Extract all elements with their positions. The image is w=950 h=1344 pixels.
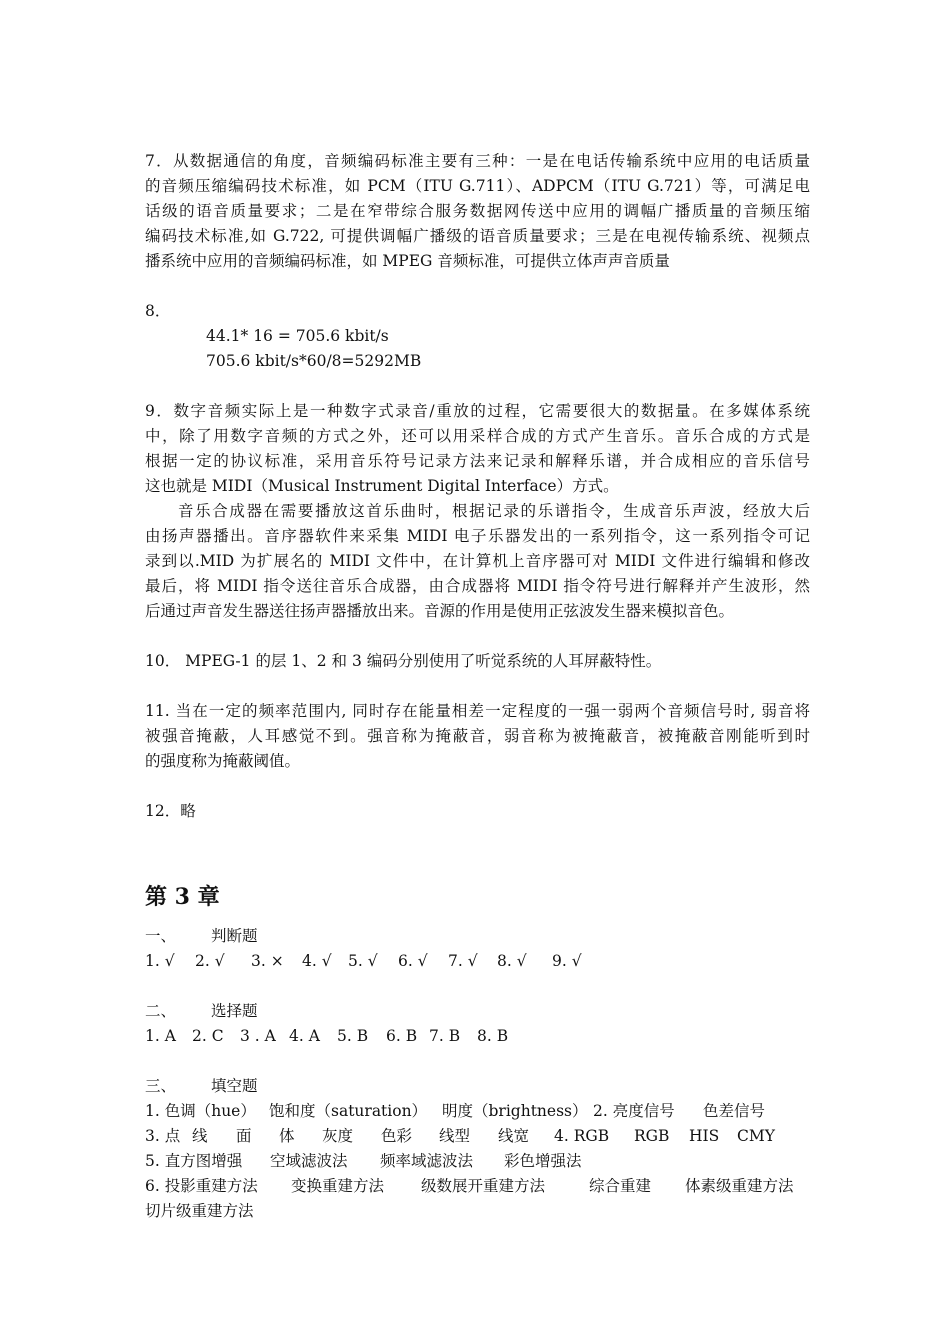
- fill-item: 明度（brightness）: [442, 1102, 588, 1120]
- fill-item: 级数展开重建方法: [421, 1177, 546, 1195]
- fill-item: 综合重建: [589, 1177, 652, 1195]
- fill-line-3: [145, 1149, 582, 1174]
- fill-item: 4. RGB: [554, 1127, 610, 1145]
- answer-item: 2. √: [195, 952, 225, 970]
- q9-line-2: 中，除了用数字音频的方式之外，还可以用采样合成的方式产生音乐。音乐合成的方式是: [145, 427, 810, 445]
- q11-line-3: 的强度称为掩蔽阈值。: [145, 752, 301, 770]
- answer-item: 6. √: [398, 952, 428, 970]
- q9-line-5: 音乐合成器在需要播放这首乐曲时，根据记录的乐谱指令，生成音乐声波，经放大后: [178, 502, 810, 520]
- fill-item: 体: [279, 1127, 295, 1145]
- fill-item: 3. 点: [145, 1127, 181, 1145]
- section-1-title: 判断题: [211, 927, 258, 945]
- answer-item: 4. A: [289, 1027, 320, 1045]
- answer-item: 3 . A: [240, 1027, 276, 1045]
- fill-item: 频率域滤波法: [380, 1152, 474, 1170]
- answer-item: 7. √: [448, 952, 478, 970]
- fill-line-4: [145, 1174, 794, 1199]
- answer-item: 7. B: [429, 1027, 461, 1045]
- q9-line-7: 录到以.MID 为扩展名的 MIDI 文件中，在计算机上音序器可对 MIDI 文件进行编辑和修改: [145, 552, 810, 570]
- q7-line-1: 7．从数据通信的角度，音频编码标准主要有三种：一是在电话传输系统中应用的电话质量: [145, 152, 810, 170]
- chapter-title: 第 3 章: [145, 884, 220, 910]
- fill-item: 变换重建方法: [291, 1177, 385, 1195]
- fill-item: 线型: [439, 1127, 471, 1145]
- section-1-heading: [145, 924, 258, 949]
- fill-item: 切片级重建方法: [145, 1202, 254, 1220]
- section-2-number: 二、: [145, 1002, 177, 1020]
- section-2-heading: [145, 999, 258, 1024]
- fill-item: HIS: [689, 1127, 720, 1145]
- fill-item: 5. 直方图增强: [145, 1152, 243, 1170]
- q11-line-1: 11. 当在一定的频率范围内, 同时存在能量相差一定程度的一强一弱两个音频信号时, 弱音将: [145, 702, 810, 720]
- fill-item: 线: [192, 1127, 208, 1145]
- q9-line-3: 根据一定的协议标准，采用音乐符号记录方法来记录和解释乐谱，并合成相应的音乐信号: [145, 452, 810, 470]
- fill-item: 1. 色调（hue）: [145, 1102, 256, 1120]
- answer-item: 8. √: [497, 952, 527, 970]
- q7-line-4: 编码技术标准,如 G.722, 可提供调幅广播级的语音质量要求；三是在电视传输系统、视频点: [145, 227, 810, 245]
- fill-line-5: [145, 1199, 254, 1224]
- q9-line-8: 最后，将 MIDI 指令送往音乐合成器，由合成器将 MIDI 指令符号进行解释并产生波形，然: [145, 577, 810, 595]
- fill-item: 2. 亮度信号: [593, 1102, 675, 1120]
- fill-item: 体素级重建方法: [685, 1177, 794, 1195]
- answer-item: 5. √: [348, 952, 378, 970]
- q7-line-3: 话级的语音质量要求；二是在窄带综合服务数据网传送中应用的调幅广播质量的音频压缩: [145, 202, 810, 220]
- fill-item: 彩色增强法: [504, 1152, 582, 1170]
- fill-item: 线宽: [498, 1127, 530, 1145]
- fill-line-1: [145, 1099, 765, 1124]
- section-3-number: 三、: [145, 1077, 177, 1095]
- answer-item: 4. √: [302, 952, 332, 970]
- answer-item: 2. C: [192, 1027, 224, 1045]
- answer-item: 9. √: [552, 952, 582, 970]
- fill-item: 色差信号: [703, 1102, 766, 1120]
- fill-item: 饱和度（saturation）: [269, 1102, 428, 1120]
- answer-item: 8. B: [477, 1027, 509, 1045]
- answer-item: 5. B: [337, 1027, 369, 1045]
- q7-line-2: 的音频压缩编码技术标准，如 PCM（ITU G.711）、ADPCM（ITU G.721）等，可满足电: [145, 177, 810, 195]
- answer-item: 1. √: [145, 952, 175, 970]
- answer-item: 1. A: [145, 1027, 176, 1045]
- q9-line-4: 这也就是 MIDI（Musical Instrument Digital Interface）方式。: [145, 477, 619, 495]
- q12-text: 12．略: [145, 802, 196, 820]
- q9-line-1: 9．数字音频实际上是一种数字式录音/重放的过程，它需要很大的数据量。在多媒体系统: [145, 402, 810, 420]
- fill-item: 面: [236, 1127, 252, 1145]
- q7-line-5: 播系统中应用的音频编码标准，如 MPEG 音频标准，可提供立体声声音质量: [145, 252, 670, 270]
- section-1-number: 一、: [145, 927, 177, 945]
- section-2-answers: [145, 1024, 508, 1049]
- fill-item: 空域滤波法: [270, 1152, 348, 1170]
- q8-label: 8．: [145, 302, 171, 320]
- fill-item: 灰度: [322, 1127, 354, 1145]
- q8-formula-2: 705.6 kbit/s*60/8=5292MB: [206, 352, 422, 370]
- fill-item: 6. 投影重建方法: [145, 1177, 258, 1195]
- q11-line-2: 被强音掩蔽，人耳感觉不到。强音称为掩蔽音，弱音称为被掩蔽音，被掩蔽音刚能听到时: [145, 727, 810, 745]
- fill-item: 色彩: [381, 1127, 413, 1145]
- fill-item: CMY: [737, 1127, 775, 1145]
- q10-text: 10． MPEG-1 的层 1、2 和 3 编码分别使用了听觉系统的人耳屏蔽特性。: [145, 652, 662, 670]
- answer-item: 3. ×: [251, 952, 284, 970]
- q8-formula-1: 44.1* 16 = 705.6 kbit/s: [206, 327, 389, 345]
- section-3-title: 填空题: [211, 1077, 258, 1095]
- answer-item: 6. B: [386, 1027, 418, 1045]
- fill-line-2: [145, 1124, 775, 1149]
- fill-item: RGB: [634, 1127, 670, 1145]
- q9-line-6: 由扬声器播出。音序器软件来采集 MIDI 电子乐器发出的一系列指令，这一系列指令可记: [145, 527, 810, 545]
- q9-line-9: 后通过声音发生器送往扬声器播放出来。音源的作用是使用正弦波发生器来模拟音色。: [145, 602, 735, 620]
- section-2-title: 选择题: [211, 1002, 258, 1020]
- section-1-answers: [145, 949, 582, 974]
- section-3-heading: [145, 1074, 258, 1099]
